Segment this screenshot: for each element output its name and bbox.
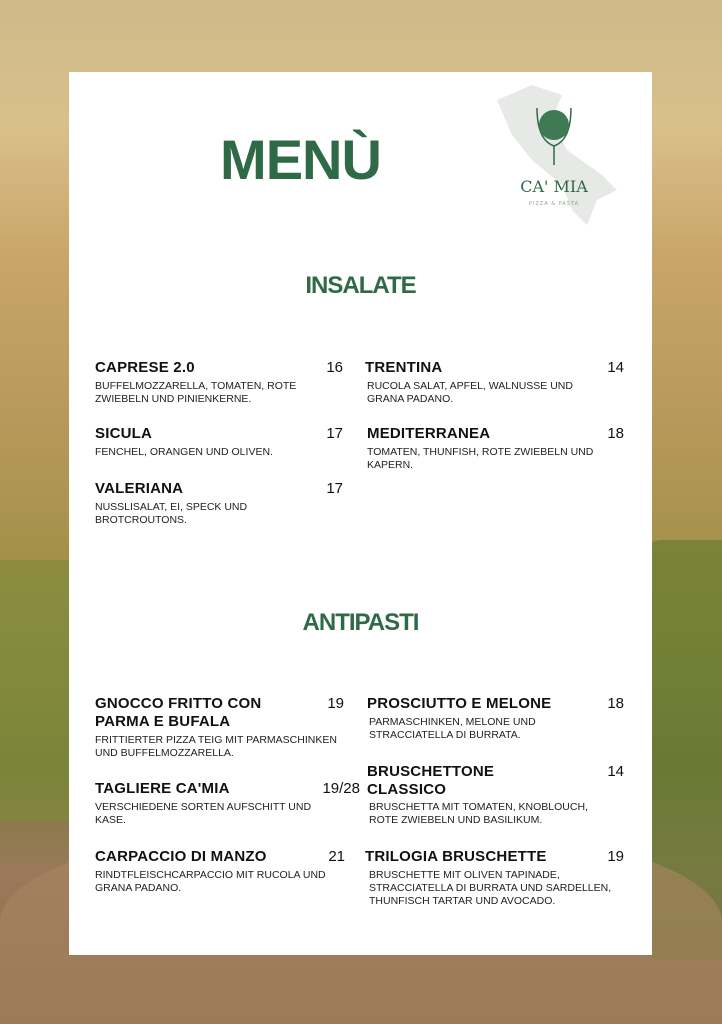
item-price: 18 xyxy=(607,695,624,712)
section-title-insalate: INSALATE xyxy=(305,272,416,299)
item-name: VALERIANA xyxy=(95,480,184,497)
item-name: BRUSCHETTONE CLASSICO xyxy=(367,763,495,798)
item-desc: RINDTFLEISCHCARPACCIO MIT RUCOLA UND GRANA PADANO. xyxy=(95,869,326,894)
item-name: MEDITERRANEA xyxy=(367,425,491,442)
svg-text:CA' MIA: CA' MIA xyxy=(520,177,588,196)
item-name: TRENTINA xyxy=(365,359,443,376)
item-desc: BRUSCHETTA MIT TOMATEN, KNOBLOUCH, ROTE ZWIEBELN UND BASILIKUM. xyxy=(369,801,588,826)
section-title-antipasti: ANTIPASTI xyxy=(302,609,419,636)
italy-map-logo-icon xyxy=(492,80,622,230)
item-name: GNOCCO FRITTO CON PARMA E BUFALA xyxy=(95,695,262,730)
svg-text:PIZZA & PASTA: PIZZA & PASTA xyxy=(528,201,580,207)
item-name: TAGLIERE CA'MIA xyxy=(95,780,230,797)
item-desc: FRITTIERTER PIZZA TEIG MIT PARMASCHINKEN UND BUFFELMOZZARELLA. xyxy=(95,734,337,759)
logo xyxy=(492,80,622,230)
item-desc: TOMATEN, THUNFISH, ROTE ZWIEBELN UND KAPERN. xyxy=(367,446,594,471)
item-desc: BRUSCHETTE MIT OLIVEN TAPINADE, STRACCIATELLA DI BURRATA UND SARDELLEN, THUNFISCH TARTAR UND AVOCADO. xyxy=(369,869,612,907)
item-desc: VERSCHIEDENE SORTEN AUFSCHITT UND KASE. xyxy=(95,801,312,826)
item-name: CAPRESE 2.0 xyxy=(95,359,195,376)
item-name: TRILOGIA BRUSCHETTE xyxy=(365,848,547,865)
item-name: SICULA xyxy=(95,425,153,442)
item-price: 14 xyxy=(607,359,624,376)
item-desc: PARMASCHINKEN, MELONE UND STRACCIATELLA DI BURRATA. xyxy=(369,716,536,741)
item-price: 21 xyxy=(328,848,345,865)
item-price: 17 xyxy=(326,480,343,497)
page-title: MENÙ xyxy=(220,128,381,191)
item-price: 14 xyxy=(607,763,624,780)
item-price: 18 xyxy=(607,425,624,442)
menu-card xyxy=(69,72,652,955)
item-desc: NUSSLISALAT, EI, SPECK UND BROTCROUTONS. xyxy=(95,501,248,526)
item-price: 17 xyxy=(326,425,343,442)
item-price: 19/28 xyxy=(322,780,360,797)
item-desc: RUCOLA SALAT, APFEL, WALNUSSE UND GRANA PADANO. xyxy=(367,380,573,405)
item-desc: FENCHEL, ORANGEN UND OLIVEN. xyxy=(95,446,273,458)
item-price: 19 xyxy=(607,848,624,865)
item-price: 16 xyxy=(326,359,343,376)
item-desc: BUFFELMOZZARELLA, TOMATEN, ROTE ZWIEBELN UND PINIENKERNE. xyxy=(95,380,297,405)
item-name: CARPACCIO DI MANZO xyxy=(95,848,267,865)
item-name: PROSCIUTTO E MELONE xyxy=(367,695,552,712)
item-price: 19 xyxy=(327,695,344,712)
